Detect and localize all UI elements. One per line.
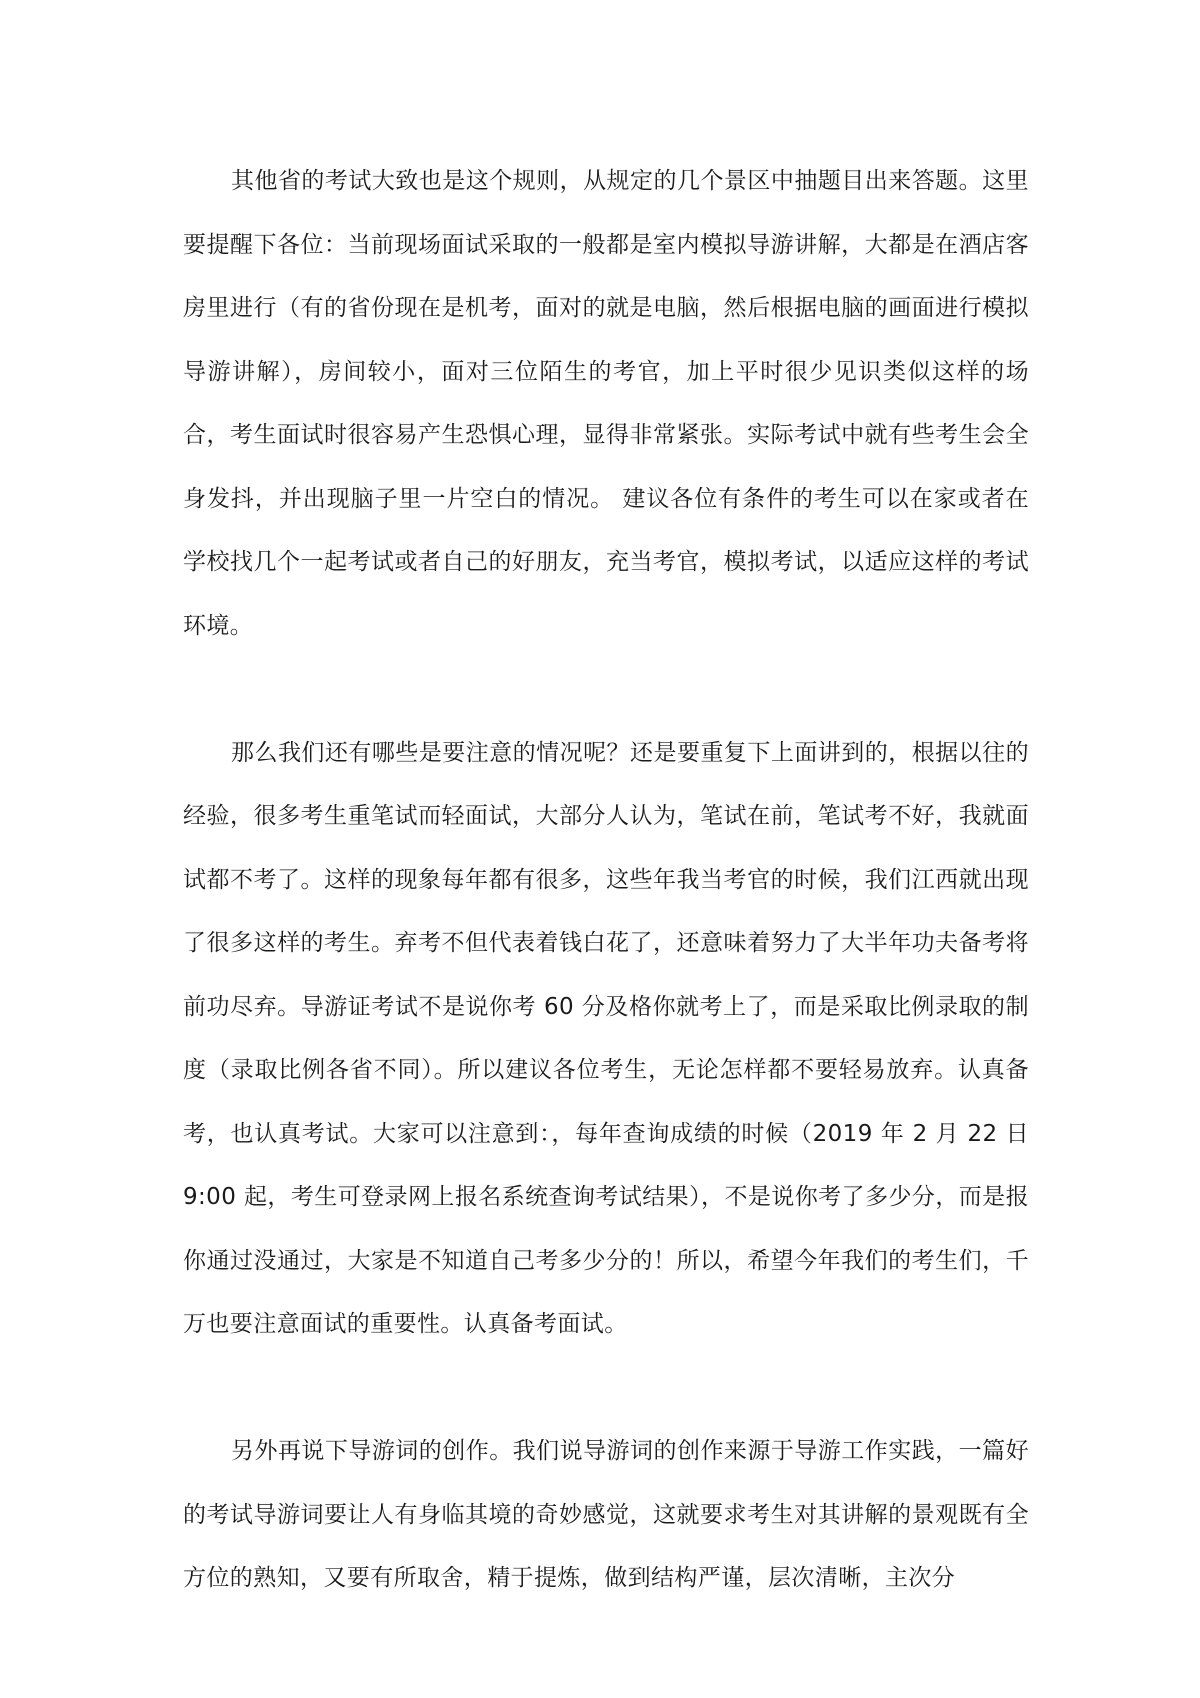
paragraph-3: 另外再说下导游词的创作。我们说导游词的创作来源于导游工作实践，一篇好的考试导游词要让人有身临其境的奇妙感觉，这就要求考生对其讲解的景观既有全方位的熟知，又要有所取舍，精于提炼，做到结构严谨，层次清晰，主次分 [183, 1438, 1029, 1591]
paragraph-2: 那么我们还有哪些是要注意的情况呢？还是要重复下上面讲到的，根据以往的经验，很多考生重笔试而轻面试，大部分人认为，笔试在前，笔试考不好，我就面试都不考了。这样的现象每年都有很多，这些年我当考官的时候，我们江西就出现了很多这样的考生。弃考不但代表着钱白花了，还意味着努力了大半年功夫备考将前功尽弃。导游证考试不是说你考 60 分及格你就考上了，而是采取比例录取的制度（录取比例各省不同）。所以建议各位考生，无论怎样都不要轻易放弃。认真备考，也认真考试。大家可以注意到：，每年查询成绩的时候（2019 年 2 月 22 日 9:00 起，考生可登录网上报名系统查询考试结果），不是说你考了多少分，而是报你通过没通过，大家是不知道自己考多少分的！所以，希望今年我们的考生们，千万也要注意面试的重要性。认真备考面试。 [183, 739, 1029, 1337]
document-body [183, 150, 1029, 1674]
paragraph-1: 其他省的考试大致也是这个规则，从规定的几个景区中抽题目出来答题。这里要提醒下各位：当前现场面试采取的一般都是室内模拟导游讲解，大都是在酒店客房里进行（有的省份现在是机考，面对的就是电脑，然后根据电脑的画面进行模拟导游讲解），房间较小，面对三位陌生的考官，加上平时很少见识类似这样的场合，考生面试时很容易产生恐惧心理，显得非常紧张。实际考试中就有些考生会全身发抖，并出现脑子里一片空白的情况。 建议各位有条件的考生可以在家或者在学校找几个一起考试或者自己的好朋友，充当考官，模拟考试，以适应这样的考试环境。 [183, 168, 1029, 639]
